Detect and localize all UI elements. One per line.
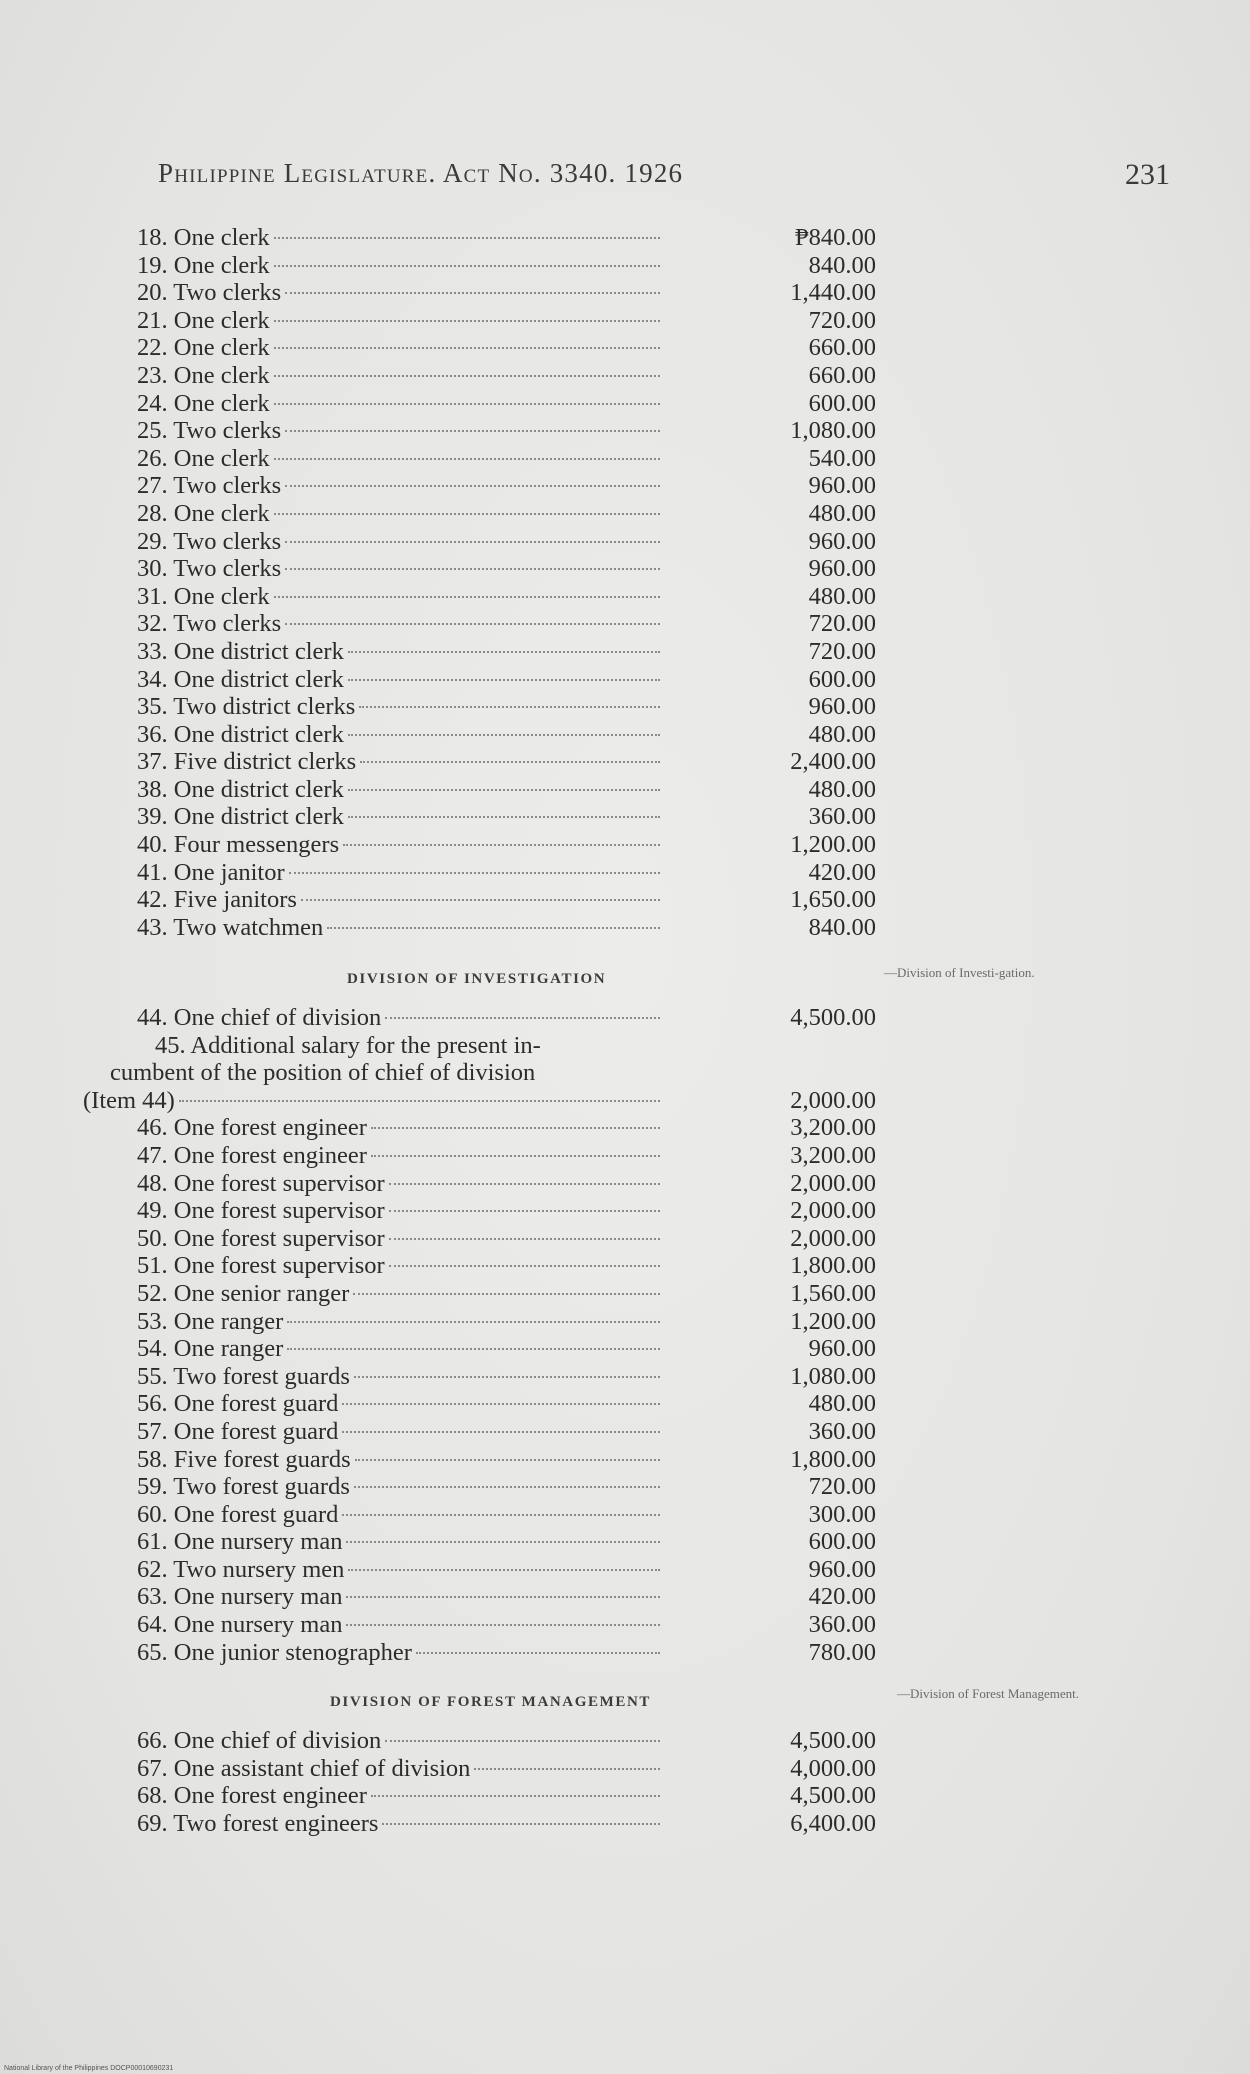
item-amount: 780.00: [808, 1638, 876, 1666]
item-amount: 960.00: [808, 1555, 876, 1583]
dot-leader: [285, 623, 660, 625]
list-item: [110, 1446, 880, 1474]
item-label: 48. One forest supervisor: [137, 1169, 385, 1197]
item-amount: 540.00: [808, 444, 876, 472]
item-label: 23. One clerk: [137, 361, 270, 389]
list-item: [110, 831, 880, 859]
item-amount: 480.00: [808, 775, 876, 803]
dot-leader: [416, 1652, 660, 1654]
item-label: 35. Two district clerks: [137, 693, 356, 721]
item-amount: 3,200.00: [790, 1141, 876, 1169]
item-amount: 4,500.00: [790, 1782, 876, 1810]
item-amount: 720.00: [808, 1473, 876, 1501]
item-amount: 2,000.00: [790, 1086, 876, 1114]
dot-leader: [359, 706, 660, 708]
dot-leader: [389, 1210, 660, 1212]
item-label: 22. One clerk: [137, 334, 270, 362]
dot-leader: [346, 1596, 660, 1598]
item-label: 33. One district clerk: [137, 637, 344, 665]
item-amount: 360.00: [808, 803, 876, 831]
item-label: 64. One nursery man: [137, 1611, 343, 1639]
dot-leader: [274, 403, 660, 405]
page-number: 231: [1125, 158, 1170, 191]
list-item: [110, 528, 880, 556]
item-amount: 600.00: [808, 665, 876, 693]
list-item: [110, 417, 880, 445]
item-label: 29. Two clerks: [137, 527, 282, 555]
item-amount: 420.00: [808, 858, 876, 886]
item-amount: 600.00: [808, 389, 876, 417]
item-amount: 420.00: [808, 1583, 876, 1611]
dot-leader: [385, 1740, 660, 1742]
list-item: [110, 334, 880, 362]
item-amount: 2,000.00: [790, 1224, 876, 1252]
list-item: [110, 445, 880, 473]
list-item: [110, 1556, 880, 1584]
item-amount: 1,800.00: [790, 1252, 876, 1280]
list-item: [110, 1114, 880, 1142]
item-label: 31. One clerk: [137, 582, 270, 610]
item-label: 58. Five forest guards: [137, 1445, 351, 1473]
item-label: 43. Two watchmen: [137, 913, 324, 941]
dot-leader: [285, 485, 660, 487]
list-item: [110, 1225, 880, 1253]
item-amount: 840.00: [808, 251, 876, 279]
list-item: [110, 776, 880, 804]
item-label: 62. Two nursery men: [137, 1555, 345, 1583]
dot-leader: [274, 596, 660, 598]
item-amount: 360.00: [808, 1611, 876, 1639]
section-heading-investigation: DIVISION OF INVESTIGATION: [347, 971, 607, 987]
item-label: 27. Two clerks: [137, 472, 282, 500]
list-item: [110, 307, 880, 335]
dot-leader: [353, 1293, 660, 1295]
item-amount: 1,200.00: [790, 1307, 876, 1335]
item-label: 52. One senior ranger: [137, 1279, 350, 1307]
list-item: [110, 1473, 880, 1501]
list-item: [110, 1782, 880, 1810]
dot-leader: [342, 1431, 660, 1433]
item-label: 50. One forest supervisor: [137, 1224, 385, 1252]
dot-leader: [274, 458, 660, 460]
item-label: 54. One ranger: [137, 1335, 284, 1363]
item-label: 63. One nursery man: [137, 1583, 343, 1611]
item-amount: 1,650.00: [790, 886, 876, 914]
dot-leader: [346, 1541, 660, 1543]
dot-leader: [348, 679, 660, 681]
list-item: [110, 279, 880, 307]
dot-leader: [301, 899, 660, 901]
item-label: 69. Two forest engineers: [137, 1809, 379, 1837]
item-amount: 960.00: [808, 555, 876, 583]
list-item: [110, 859, 880, 887]
list-item: [110, 555, 880, 583]
list-item: [110, 472, 880, 500]
list-item: [110, 1390, 880, 1418]
item-amount: 6,400.00: [790, 1809, 876, 1837]
item-label: 39. One district clerk: [137, 803, 344, 831]
item-amount: 2,000.00: [790, 1169, 876, 1197]
list-item: [110, 1810, 880, 1838]
section-heading-forest-management: DIVISION OF FOREST MANAGEMENT: [330, 1694, 652, 1710]
dot-leader: [371, 1795, 660, 1797]
item-label: 68. One forest engineer: [137, 1782, 367, 1810]
dot-leader: [348, 789, 660, 791]
item-label: 53. One ranger: [137, 1307, 284, 1335]
dot-leader: [342, 1403, 660, 1405]
list-item: [110, 666, 880, 694]
item-label: 55. Two forest guards: [137, 1362, 350, 1390]
item-amount: ₱840.00: [794, 224, 876, 251]
list-item: [110, 914, 880, 942]
list-item: [110, 693, 880, 721]
dot-leader: [360, 761, 660, 763]
item-label: 51. One forest supervisor: [137, 1252, 385, 1280]
dot-leader: [382, 1823, 660, 1825]
dot-leader: [274, 347, 660, 349]
dot-leader: [327, 927, 660, 929]
item-label: 42. Five janitors: [137, 886, 297, 914]
item-amount: 720.00: [808, 637, 876, 665]
dot-leader: [289, 872, 660, 874]
margin-note-forest-management: —Division of Forest Management.: [897, 1686, 1079, 1701]
item-amount: 1,440.00: [790, 279, 876, 307]
item-label: 36. One district clerk: [137, 720, 344, 748]
dot-leader: [274, 375, 660, 377]
list-item: [83, 1087, 880, 1115]
item-amount: 1,080.00: [790, 417, 876, 445]
item-amount: 660.00: [808, 334, 876, 362]
list-item: [110, 721, 880, 749]
dot-leader: [285, 568, 660, 570]
dot-leader: [389, 1183, 660, 1185]
dot-leader: [179, 1100, 660, 1102]
salary-list-general: [110, 224, 880, 941]
list-item: [110, 803, 880, 831]
page-header: [158, 158, 1170, 198]
list-item: [110, 252, 880, 280]
item-label: 60. One forest guard: [137, 1500, 339, 1528]
margin-note-investigation: —Division of Investi-gation.: [884, 965, 1035, 980]
dot-leader: [274, 320, 660, 322]
item-amount: 720.00: [808, 306, 876, 334]
dot-leader: [474, 1768, 660, 1770]
list-item: [110, 610, 880, 638]
item-amount: 1,080.00: [790, 1362, 876, 1390]
list-item: [110, 583, 880, 611]
item-amount: 2,000.00: [790, 1197, 876, 1225]
list-item: [110, 1501, 880, 1529]
dot-leader: [346, 1624, 660, 1626]
running-title: Philippine Legislature. Act No. 3340. 1926: [158, 158, 684, 188]
list-item: [110, 1611, 880, 1639]
list-item: [110, 1528, 880, 1556]
item-label: 25. Two clerks: [137, 417, 282, 445]
dot-leader: [371, 1127, 660, 1129]
item-amount: 360.00: [808, 1417, 876, 1445]
list-item: [110, 1142, 880, 1170]
dot-leader: [285, 541, 660, 543]
item-label: 44. One chief of division: [137, 1004, 382, 1031]
dot-leader: [285, 292, 660, 294]
item-label: 67. One assistant chief of division: [137, 1754, 471, 1782]
item-label: 28. One clerk: [137, 499, 270, 527]
item-label: 65. One junior stenographer: [137, 1638, 412, 1666]
list-item: [110, 362, 880, 390]
item-label: 38. One district clerk: [137, 775, 344, 803]
list-item: [110, 1252, 880, 1280]
item-amount: 720.00: [808, 610, 876, 638]
item-label: 32. Two clerks: [137, 610, 282, 638]
list-item: [110, 224, 880, 252]
item-amount: 4,000.00: [790, 1754, 876, 1782]
item-label: 66. One chief of division: [137, 1727, 382, 1754]
item-label: 20. Two clerks: [137, 279, 282, 307]
item-label: 18. One clerk: [137, 224, 270, 251]
list-item: [110, 1727, 880, 1755]
item-label: 46. One forest engineer: [137, 1114, 367, 1142]
list-item: [110, 638, 880, 666]
list-item: [110, 748, 880, 776]
dot-leader: [342, 1514, 660, 1516]
list-item: [110, 1004, 880, 1032]
dot-leader: [287, 1321, 660, 1323]
item-amount: 480.00: [808, 499, 876, 527]
salary-sublist-investigation: [110, 1114, 880, 1666]
list-item: [110, 1363, 880, 1391]
item-label-line: (Item 44): [83, 1086, 175, 1114]
list-item: [110, 1335, 880, 1363]
item-amount: 480.00: [808, 1390, 876, 1418]
item-label: 40. Four messengers: [137, 831, 340, 859]
dot-leader: [274, 513, 660, 515]
item-amount: 300.00: [808, 1500, 876, 1528]
dot-leader: [348, 816, 660, 818]
item-label: 21. One clerk: [137, 306, 270, 334]
list-item-multiline: [110, 1032, 880, 1087]
item-label: 49. One forest supervisor: [137, 1197, 385, 1225]
item-amount: 960.00: [808, 527, 876, 555]
salary-list-forest-management: [110, 1727, 880, 1837]
item-label: 47. One forest engineer: [137, 1141, 367, 1169]
dot-leader: [348, 734, 660, 736]
item-label: 59. Two forest guards: [137, 1473, 350, 1501]
dot-leader: [354, 1376, 660, 1378]
list-item: [110, 500, 880, 528]
item-amount: 1,200.00: [790, 831, 876, 859]
dot-leader: [348, 651, 660, 653]
dot-leader: [389, 1265, 660, 1267]
dot-leader: [287, 1348, 660, 1350]
list-item: [110, 1418, 880, 1446]
item-amount: 480.00: [808, 582, 876, 610]
item-amount: 960.00: [808, 1335, 876, 1363]
item-label: 57. One forest guard: [137, 1417, 339, 1445]
dot-leader: [343, 844, 660, 846]
item-label-line: 45. Additional salary for the present in-: [155, 1031, 541, 1059]
item-amount: 1,800.00: [790, 1445, 876, 1473]
list-item: [110, 1197, 880, 1225]
dot-leader: [348, 1569, 660, 1571]
list-item: [110, 1755, 880, 1783]
list-item: [110, 1583, 880, 1611]
dot-leader: [389, 1238, 660, 1240]
dot-leader: [274, 265, 660, 267]
list-item: [110, 1170, 880, 1198]
dot-leader: [385, 1017, 660, 1019]
dot-leader: [274, 237, 660, 239]
item-amount: 960.00: [808, 472, 876, 500]
dot-leader: [355, 1459, 660, 1461]
item-amount: 600.00: [808, 1528, 876, 1556]
item-amount: 4,500.00: [790, 1727, 876, 1754]
item-label: 61. One nursery man: [137, 1528, 343, 1556]
scan-footer: National Library of the Philippines DOCP00010690231: [4, 2065, 174, 2072]
item-label: 41. One janitor: [137, 858, 285, 886]
item-amount: 660.00: [808, 361, 876, 389]
list-item: [110, 886, 880, 914]
dot-leader: [354, 1486, 660, 1488]
item-amount: 960.00: [808, 693, 876, 721]
item-amount: 480.00: [808, 720, 876, 748]
list-item: [110, 1308, 880, 1336]
list-item: [110, 1639, 880, 1667]
item-label: 37. Five district clerks: [137, 748, 357, 776]
item-label: 19. One clerk: [137, 251, 270, 279]
salary-list-investigation: [83, 1004, 880, 1666]
item-label: 26. One clerk: [137, 444, 270, 472]
dot-leader: [371, 1155, 660, 1157]
item-amount: 1,560.00: [790, 1279, 876, 1307]
item-label: 34. One district clerk: [137, 665, 344, 693]
item-amount: 840.00: [808, 913, 876, 941]
list-item: [110, 1280, 880, 1308]
item-amount: 2,400.00: [790, 748, 876, 776]
item-label: 30. Two clerks: [137, 555, 282, 583]
item-amount: 4,500.00: [790, 1004, 876, 1031]
dot-leader: [285, 430, 660, 432]
item-label-line: cumbent of the position of chief of division: [110, 1059, 536, 1087]
item-label: 24. One clerk: [137, 389, 270, 417]
item-amount: 3,200.00: [790, 1114, 876, 1142]
list-item: [110, 390, 880, 418]
item-label: 56. One forest guard: [137, 1390, 339, 1418]
